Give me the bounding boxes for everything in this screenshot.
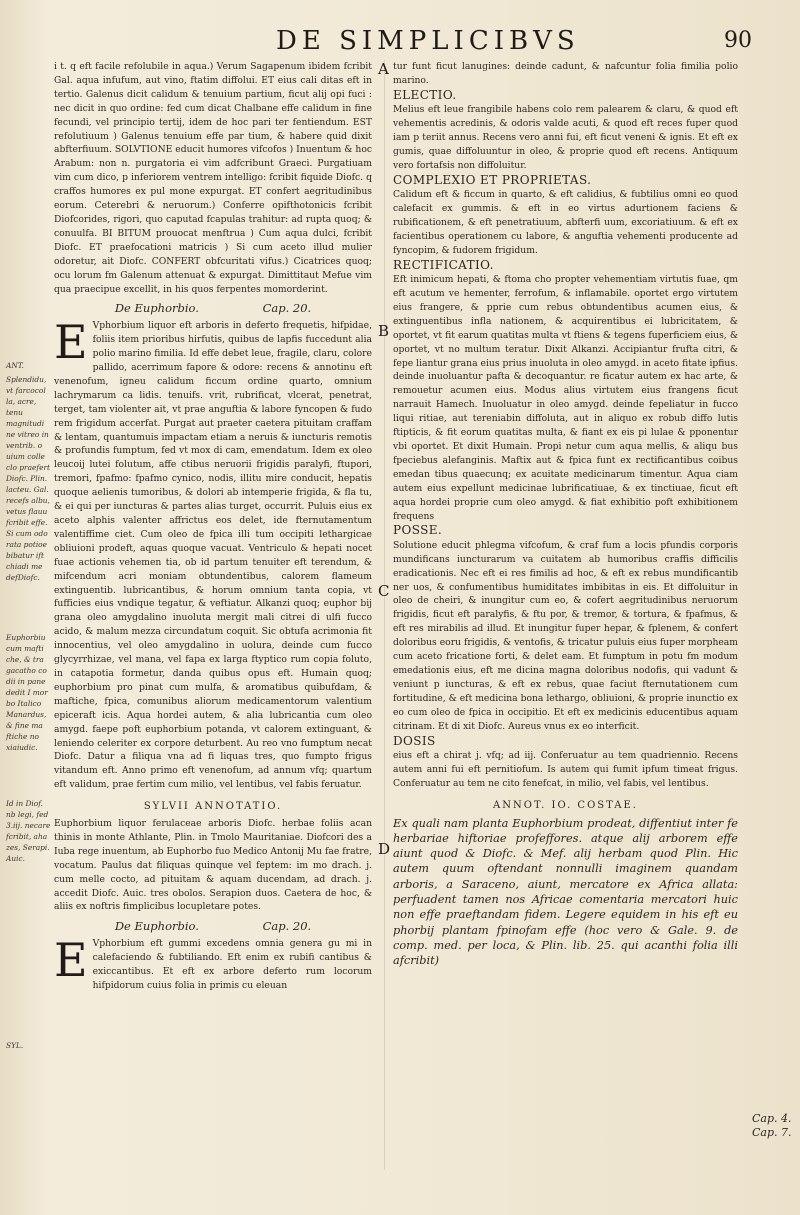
complexio-paragraph: Calidum eft & ficcum in quarto, & eft calidius, & fubtilius omni eo quod calefacit ex gummis. & eft in eo virtus adurtionem faciens & rubificationem, & eft penetratiuum, abfterfi uum, excoriatiuum. & eft ex facientibus operationem cu labore, & anguftia vehementi producente ad fyncopim, & fudorem frigidum. [393,189,738,256]
drop-cap: E [54,933,88,988]
margin-notes-3: Id in Diof. nb legi, fed 3.iij. necare fcribit, aha zes, Serapi. Auic. [6,799,51,863]
margin-notes-1: Splendidu, vt farcocol la, acre, tenu magnitudi ne vitreo in ventrib. o uium colle clo praefert Diofc. Plin. lacteu. Gal. recefs albu, vetus flauu fcribit effe. Si cum odo rata potioe bibatur ift chiadi me defDiofc. [6,375,50,582]
page-number: 90 [724,28,752,53]
dosis-paragraph: eius eft a chirat j. vfq; ad iij. Conferuatur au tem quadriennio. Recens autem anni fui eft pernitiofum. Is autem qui fumit ipfum timeat frigus. Conferuatur au tem ne cito fenefcat, in milio, vel fabis, vel lentibus. [393,749,738,789]
margin-note-ant: ANT. [6,361,24,370]
dosis-heading: DOSIS [393,733,436,748]
chapter-label: Cap. 20. [262,301,312,316]
right-column [393,60,738,1170]
section-letter-a: A [378,60,389,78]
margin-cap-ref-1: Cap. 4. [752,1112,792,1125]
euphorbio-text-1: Vphorbium liquor eft arboris in deferto frequetis, hifpidae, foliis item prioribus hirfutis, quibus de lapfis fuccedunt alia polio marino fimilia. Id effe debet leue, fragile, claru, colore pallido, acerrimum fapore & odore: recens & annotinu eft venenofum, igneu calidum ficcum ordine quarto, omnium lachrymarum ca lidis. tenuifs. vrit, rubrificat, vlcerat, penetrat, terget, tam violenter ait, vt prae anguftia & labore fyncopen & fudo rem frigidum accerfat. Purgat aut praeter caetera pituitam craffam & lentam, quantumuis impactam etiam a neruis & iuncturis remotis & profundis fumptum, fed vt mox di cam, emendatum. Idem ex oleo leucoij lutei folutum, affe ctibus neruorii frigidis paralyfi, ftupori, tremori, fpafmo: fpafmo cynico, nodis, illitu mire conducit, hepatis quoque aelienis tumoribus, & dolori ab intemperie frigida, & fla tu, & ei qui per iuncturas & partes alias turget, occurrit. Puluis eius ex aceto alphis valenter affrictus eos delet, ide fternutamentum valentiffime ciet. Cum oleo de fpica illi tum occipiti lethargicae obliuioni prodeft, aquas quoque vacuat. Ventriculo & hepati nocet fuae actionis vehemen tia, ob id partum tenuiter eft terendum, & mifcendum acri moniam obtundentibus, calorem flameum extinguentib. lubricantibus, & horum omnium tanta copia, vt fufficies eius vndique tegatur, & veftiatur. Alkanzi quoq; euphor bij grana oleo amygdalino inuoluta mergit mali citrei di ulfi fucco acido, & malum mezza circundatum coquit. Sic obtufa acrimonia fit innocentius, vel oleo amygdalino in uolura, deinde cum fucco glycyrrhizae, vel mana, vel fapa ex larga ftyptico rum copia foluto, in catapotia formetur, danda quibus opus eft. Humain quoq; euphorbium pro pinat cum mulfa, & aromatibus quibufdam, & maftiche, fpica, comunibus aliorum medicamentorum valentium epiceraft icis. Aqua hordei autem, & alia lubricantia cum oleo amygd. faepe poft euphorbium potanda, vt calorem extinguant, & leniendo celeriter ex corpore deturbent. Au reo vno fumptum necat Diofc. Datur a filiqua vna ad fi liquas tres, quo fumpto frigus vitandum eft. Anno primo eft venenofum, ad annum vfq; quartum eft validum, prae fertim cum milio, vel lentibus, vel fabis feruatur. [54,320,372,791]
section-title: De Euphorbio. [114,919,199,934]
section-title: De Euphorbio. [114,301,199,316]
costa-annotation-paragraph: Ex quali nam planta Euphorbium prodeat, diffentiut inter fe herbariae hiftoriae profeffores. atque alij arborem effe aiunt quod & Diofc. & Mef. alij herbam quod Plin. Hic autem quum oftendant nonnulli imaginem quandam arboris, a Saraceno, aiunt, mercatore ex Africa allata: perfuadent tamen nos Africae comentaria mercatori huic non effe praeftandam fidem. Legere equidem in his eft eu phorbij plantam fpinofam effe (hoc vero & Gale. 9. de comp. med. per loca, & Plin. lib. 25. qui acanthi folia illi afcribit) [393,816,738,968]
complexio-heading: COMPLEXIO ET PROPRIETAS. [393,172,592,187]
drop-cap: E [54,315,88,370]
euphorbio-paragraph-1 [54,315,372,792]
posse-heading: POSSE. [393,523,443,538]
section-heading-euphorbio-1 [54,302,372,316]
posse-paragraph: Solutione educit phlegma vifcofum, & craf fum a locis pfundis corporis mundificans iuncturarum va cuitatem ab humoribus craffis difficilis eradicationis. Nec eft ei res fimilis ad hoc, & eft ex rebus mundificantib ner uos, & confumentibus humiditates imbibitas in eis. Et diffoluitur in oleo de cheiri, & inungitur cum eo, & cofert aegritudinibus neruorum frigidis, ficut eft paralyfis, & ftu por, & tremor, & tortura, & fpafmus, & eft res mirabilis ad illud. Et inungitur fuper hepar, & fplenem, & confert doloribus eoru frigidis, & ventofis, & tricatur puluis eius fuper morpheam cum aceto fricatione forti, & delet eam. Et fumptum in potu fm modum emedationis eius, eft me dicina magna doloribus nodofis, qui vadunt & veniunt p iuncturas, & eft ex rebus, quae faciut fternutationem cum fortitudine, & eft medicina bona lethargo, obliuioni, & proprie inunctio ex eo cum oleo de fpica in occipitio. Et eft ex medicinis educentibus aquam citrinam. Et di xit Diofc. Aureus vnus ex eo interficit. [393,539,738,732]
running-header [0,26,800,62]
euphorbio-paragraph-2 [54,933,372,993]
section-heading-euphorbio-2 [54,920,372,934]
rectificatio-paragraph: Eft inimicum hepati, & ftoma cho propter vehementiam virtutis fuae, qm eft acutum ve hementer, ferrofum, & inflamabile. oportet ergo virtutem eius frangere, & pprie cum rebus obtundentibus acumen eius, & extinguentibus infla nationem, & acquirentibus ei lubricitatem, & oportet, vt fit earum quatitas multa vt ftiens & tegens fuperficiem eius, & oportet, vt no multum teratur. Dixit Alkanzi. Accipiantur frufta citri, & fepe liantur grana eius prius inuoluta in oleo amygd. in aceto fitate ipfius. deinde inuoluantur pafta & decoquantur. re ficatur autem ex hac arte, & remouetur acumen eius. Modus alius virtutem eius frangens ficut narrauit Hamech. Inuoluatur in oleo amygd. deinde fepeliatur in fucco liqui ritiae, aut tereniabin diffoluta, aut in aliquo ex robub diffo lutis ftipticis, & fit eorum quatitas multa, & fiant ex eis pi lulae & pponentur vbi oportet. Et dixit Humain. Propi netur cum aqua mellis, & aliqu bus fpeciebus alefanginis. Maftix aut & fpica funt ex rectificantibus coibus emedan tibus quaecunq; ex acuitate medicinarum timentur. Aqua ciam autem eius expellunt medicinae lubrificatiuae, & ex tinctiuae, ficut eft aqua hordei proprie cum oleo amygd. & fiat exhibitio poft exhibitionem frequens [393,274,738,522]
margin-note-syl: SYL. [6,1041,24,1050]
costa-annotation-heading: ANNOT. IO. COSTAE. [493,799,638,811]
chapter-label: Cap. 20. [262,919,312,934]
annotation-paragraph: Euphorbium liquor ferulaceae arboris Diofc. herbae foliis acan thinis in monte Athlante, Plin. in Tmolo Mauritaniae. Diofcori des a Iuba rege inuentum, ab Euphorbo fuo Medico Antonij Mu fae fratre, vocatum. Paulus dat filiquas quinque vel feptem: im mo drach. j. cum melle cocto, ad pituitam & aquam ducendam, ad drach. j. accedit Diofc. Auic. tres obolos. Serapion duos. Caetera de hoc, & aliis ex noftris fimplicibus locupletare potes. [54,818,372,913]
margin-notes-2: Euphorbiu cum mafti che, & tra gacatho co dii in pane dedit I mor bo Italico Manardus, & fine ma ftiche no xiaiudic. [6,633,48,752]
left-intro-paragraph: i t. q eft facile refolubile in aqua.) Verum Sagapenum ibidem fcribit Gal. aqua infufum, aut vino, ftatim diffolui. ET eius cali ditas eft in tertio. Galenus dicit calidum & tenuium partium, ficut alij opi fuci : nec dicit in quo ordine: fed cum dicat Chalbane effe calidum in fine fecundi, vel principio tertij, idem de hoc pari ter fentiendum. EST refolutiuum ) Galenus tenuium effe par tium, & habere quid dixit abfterfiuum. SOLVTIONE educit humores vifcofos ) Inuentum & hoc Arabum: non n. purgatoria ei vim adfcribunt Graeci. Purgatiuam vim cum dico, p inferiorem ventrem intelligo: fcribit fiquide Diofc. q craffos humores ex pul mone expurgat. ET confert aegritudinibus eorum. Ceterebri & neruorum.) Conferre opifthotonicis fcribit Diofcorides, rigori, quo caputad fcapulas trahitur: ad rupta quoq; & conuulfa. BI BITUM prouocat menftrua ) Cum aqua dulci, fcribit Diofc. ET praefocationi matricis ) Si cum aceto illud mulier odoretur, ait Diofc. CONFERT obfcuritati vifus.) Cicatrices quoq; ocu lorum fm Galenum attenuat & expurgat. Dimittitaut Mefue vim qua praecipue excellit, in his quos ferpentes momorderint. [54,61,372,295]
euphorbio-text-2: Vphorbium eft gummi excedens omnia genera gu mi in calefaciendo & fubtiliando. Eft enim ex rubifi cantibus & exiccantibus. Et eft ex arbore deferto rum locorum hifpidorum cuius folia in primis cu eleuan [92,938,372,991]
running-title: DE SIMPLICIBVS [276,26,580,56]
section-letter-d: D [378,840,391,858]
margin-cap-ref-2: Cap. 7. [752,1126,792,1139]
rectificatio-heading: RECTIFICATIO. [393,257,494,272]
electio-heading: ELECTIO. [393,87,457,102]
section-letter-c: C [378,582,390,600]
electio-paragraph: Melius eft leue frangibile habens colo rem palearem & claru, & quod eft vehementis acredinis, & odoris valde acuti, & quod eft reces fuper quod iam p teriit annus. Recens vero anni fui, eft ficut veneni & ignis. Et eft ex gumis, quae diffoluuntur in oleo, & proprie quod eft recens. Antiquum vero fortafsis non diffoluitur. [393,104,738,171]
column-gutter [384,60,385,1170]
annotation-heading: SYLVII ANNOTATIO. [143,801,283,813]
left-column [54,60,372,1170]
right-intro-paragraph: tur funt ficut lanugines: deinde cadunt, & nafcuntur folia fimilia polio marino. [393,61,738,86]
section-letter-b: B [378,322,390,340]
